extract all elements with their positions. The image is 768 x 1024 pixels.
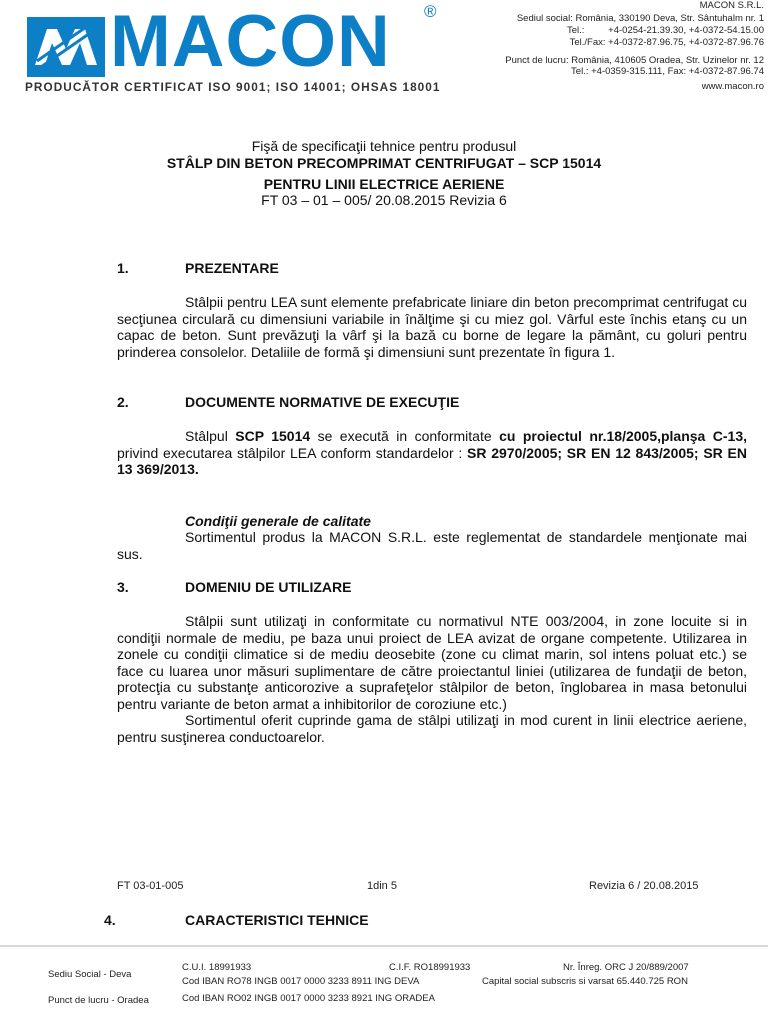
company-telfax: Tel./Fax: +4-0372-87.96.75, +4-0372-87.96.76 xyxy=(569,37,764,48)
section-2-title: DOCUMENTE NORMATIVE DE EXECUŢIE xyxy=(185,394,460,410)
section-4-title: CARACTERISTICI TEHNICE xyxy=(185,912,369,928)
footer-revision: Revizia 6 / 20.08.2015 xyxy=(589,880,699,892)
branch-phone: Tel.: +4-0359-315.111, Fax: +4-0372-87.96.74 xyxy=(571,66,764,77)
paragraph: Condiţii generale de calitate xyxy=(185,513,371,529)
paragraph xyxy=(117,428,747,478)
bottom-branch-label: Punct de lucru - Oradea xyxy=(48,995,149,1006)
bottom-cif: C.I.F. RO18991933 xyxy=(389,962,471,973)
company-name: MACON S.R.L. xyxy=(699,0,764,11)
paragraph: Sortimentul oferit cuprinde gama de stâlpi utilizaţi in mod curent in linii electrice aeriene, pentru susţinerea conductoarelor. xyxy=(117,712,747,745)
bottom-capital: Capital social subscris si varsat 65.440.725 RON xyxy=(482,976,688,987)
company-logo-mark xyxy=(27,17,105,77)
text-run: Stâlpul xyxy=(185,428,236,444)
section-2-number: 2. xyxy=(117,394,129,410)
company-phone: Tel.: +4-0254-21.39.30, +4-0372-54.15.00 xyxy=(567,25,764,36)
doc-title: STÂLP DIN BETON PRECOMPRIMAT CENTRIFUGAT – SCP 15014 xyxy=(166,155,602,171)
section-1-title: PREZENTARE xyxy=(185,260,279,276)
logo-m-icon xyxy=(27,17,105,77)
text-run: se execută in conformitate xyxy=(310,428,500,444)
bottom-orc: Nr. Înreg. ORC J 20/889/2007 xyxy=(563,962,689,973)
website-link[interactable]: www.macon.ro xyxy=(701,81,764,92)
company-address: Sediul social: România, 330190 Deva, Str. Sântuhalm nr. 1 xyxy=(516,13,764,24)
logo-wordmark: MACON xyxy=(110,1,391,82)
divider xyxy=(0,945,768,947)
registered-mark: ® xyxy=(424,2,437,21)
doc-code: FT 03 – 01 – 005/ 20.08.2015 Revizia 6 xyxy=(261,192,507,208)
section-3-text xyxy=(117,613,747,745)
bottom-hq-label: Sediu Social - Deva xyxy=(48,969,132,980)
logo-tagline: PRODUCĂTOR CERTIFICAT ISO 9001; ISO 14001; OHSAS 18001 xyxy=(25,80,441,94)
branch-address: Punct de lucru: România, 410605 Oradea, Str. Uzinelor nr. 12 xyxy=(505,55,764,66)
doc-subtitle: Fişă de specificaţii tehnice pentru produsul xyxy=(251,138,517,154)
quality-text xyxy=(117,529,747,562)
paragraph: Sortimentul produs la MACON S.R.L. este reglementat de standardele menţionate mai sus. xyxy=(117,529,747,562)
text-run: privind executarea stâlpilor LEA conform standardelor : xyxy=(117,444,468,461)
footer-doc-code: FT 03-01-005 xyxy=(117,880,184,892)
product-code: SCP 15014 xyxy=(235,428,311,444)
doc-title-line2: PENTRU LINII ELECTRICE AERIENE xyxy=(263,176,505,192)
bottom-iban-deva: Cod IBAN RO78 INGB 0017 0000 3233 8911 ING DEVA xyxy=(182,976,420,987)
section-1-text xyxy=(117,294,747,360)
paragraph: Stâlpii pentru LEA sunt elemente prefabricate liniare din beton precomprimat centrifugat cu secţiunea circulară cu dimensiuni variabile in înălţime şi cu miez gol. Vârful este închis etanş cu un capac de beton. Sunt prevăzuţi la vârf şi la bază cu borne de legare la pământ, cu goluri pentru prinderea consolelor. Detaliile de formă şi dimensiuni sunt prezentate în figura 1. xyxy=(117,294,747,360)
standards-list: SR 2970/2005; SR EN 12 843/2005; SR EN 13 369/2013. xyxy=(117,444,747,477)
bottom-iban-oradea: Cod IBAN RO02 INGB 0017 0000 3233 8921 ING ORADEA xyxy=(182,993,435,1004)
section-4-number: 4. xyxy=(104,912,116,928)
section-2-text xyxy=(117,428,747,478)
section-1-number: 1. xyxy=(117,260,129,276)
paragraph: Stâlpii sunt utilizaţi in conformitate cu normativul NTE 003/2004, in zone locuite si in condiţii normale de mediu, pe baza unui proiect de LEA avizat de organe competente. Utilizarea in zonele cu condiţii climatice si de mediu deosebite (zone cu climat marin, sol intens poluat etc.) se face cu luarea unor măsuri suplimentare de către proiectantul liniei (utilizarea de fundaţii de beton, protecţia cu substanţe anticorozive a suprafeţelor stâlpilor de beton, înglobarea in masa betonului pentru variante de beton armat a inhibitorilor de coroziune etc.) xyxy=(117,613,747,712)
section-3-number: 3. xyxy=(117,579,129,595)
project-reference: cu proiectul nr.18/2005,planşa C-13, xyxy=(499,428,748,444)
bottom-cui: C.U.I. 18991933 xyxy=(182,962,252,973)
section-3-title: DOMENIU DE UTILIZARE xyxy=(185,579,352,595)
footer-page-number: 1din 5 xyxy=(367,880,397,892)
quality-subtitle xyxy=(117,513,747,530)
